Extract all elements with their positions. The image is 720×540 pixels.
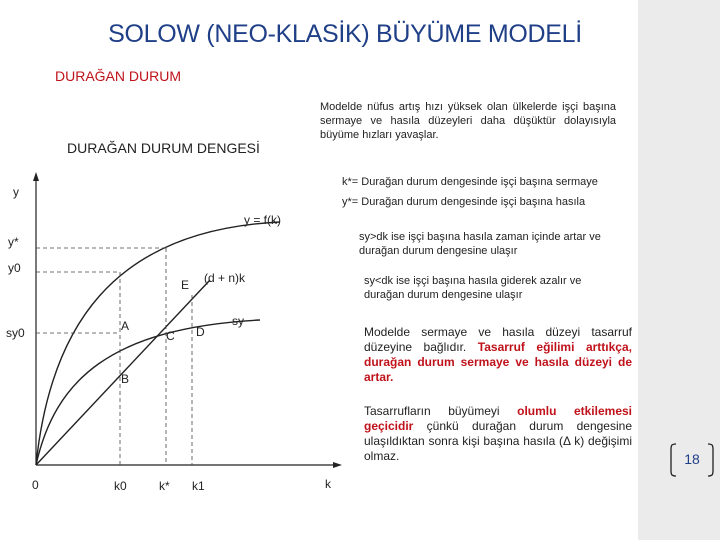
y-tick-ystar: y*: [8, 235, 19, 249]
growth-highlight-text: olumlu etkilemesi geçicidir: [364, 404, 632, 433]
series-sy-line: [36, 320, 260, 465]
page-number: 18: [684, 451, 700, 467]
x-tick-k0: k0: [114, 479, 127, 493]
series-label-dnk: (d + n)k: [204, 271, 246, 285]
point-label-b: B: [121, 372, 130, 386]
condition-sy-less: sy<dk ise işçi başına hasıla giderek azalır ve durağan durum dengesine ulaşır: [364, 275, 582, 301]
y-tick-sy0: sy0: [6, 326, 25, 340]
slide-title: SOLOW (NEO-KLASİK) BÜYÜME MODELİ: [108, 20, 582, 48]
growth-plain-text-2: çünkü durağan durum dengesine ulaşıldıktan sonra kişi başına hasıla (Δ k) değişimi olmaz.: [364, 419, 632, 463]
point-label-d: D: [196, 325, 205, 339]
x-axis-label: k: [325, 477, 331, 491]
x-axis-arrow: [333, 462, 342, 468]
point-label-c: C: [166, 329, 175, 343]
slide-subtitle: DURAĞAN DURUM: [55, 68, 181, 84]
series-label-sy: sy: [232, 314, 244, 328]
y-axis-label: y: [13, 185, 19, 199]
point-label-e: E: [181, 278, 190, 292]
condition-sy-greater: sy>dk ise işçi başına hasıla zaman içinde artar ve durağan durum dengesine ulaşır: [359, 231, 601, 257]
definition-k-star: k*= Durağan durum dengesinde işçi başına sermaye: [342, 176, 598, 188]
x-tick-k1: k1: [192, 479, 205, 493]
savings-plain-text: Modelde sermaye ve hasıla düzeyi tasarruf düzeyine bağlıdır.: [364, 325, 632, 354]
x-tick-kstar: k*: [159, 479, 170, 493]
savings-paragraph: [364, 325, 632, 385]
x-tick-0: 0: [32, 478, 39, 492]
intro-paragraph: Modelde nüfus artış hızı yüksek olan ülkelerde işçi başına sermaye ve hasıla düzeyleri daha düşüktür dolayısıyla büyüme hızları yavaşlar.: [320, 101, 616, 141]
savings-highlight-text: Tasarruf eğilimi arttıkça, durağan durum sermaye ve hasıla düzeyi de artar.: [364, 340, 632, 384]
equilibrium-label: DURAĞAN DURUM DENGESİ: [67, 140, 260, 156]
series-label-fk: y = f(k): [244, 213, 282, 227]
point-label-a: A: [121, 319, 130, 333]
definition-y-star: y*= Durağan durum dengesinde işçi başına hasıla: [342, 196, 586, 208]
series-fk-line: [36, 222, 280, 465]
growth-paragraph: [364, 404, 632, 464]
y-tick-y0: y0: [8, 261, 21, 275]
growth-plain-text-1: Tasarrufların büyümeyi: [364, 404, 500, 418]
y-axis-arrow: [33, 172, 39, 181]
